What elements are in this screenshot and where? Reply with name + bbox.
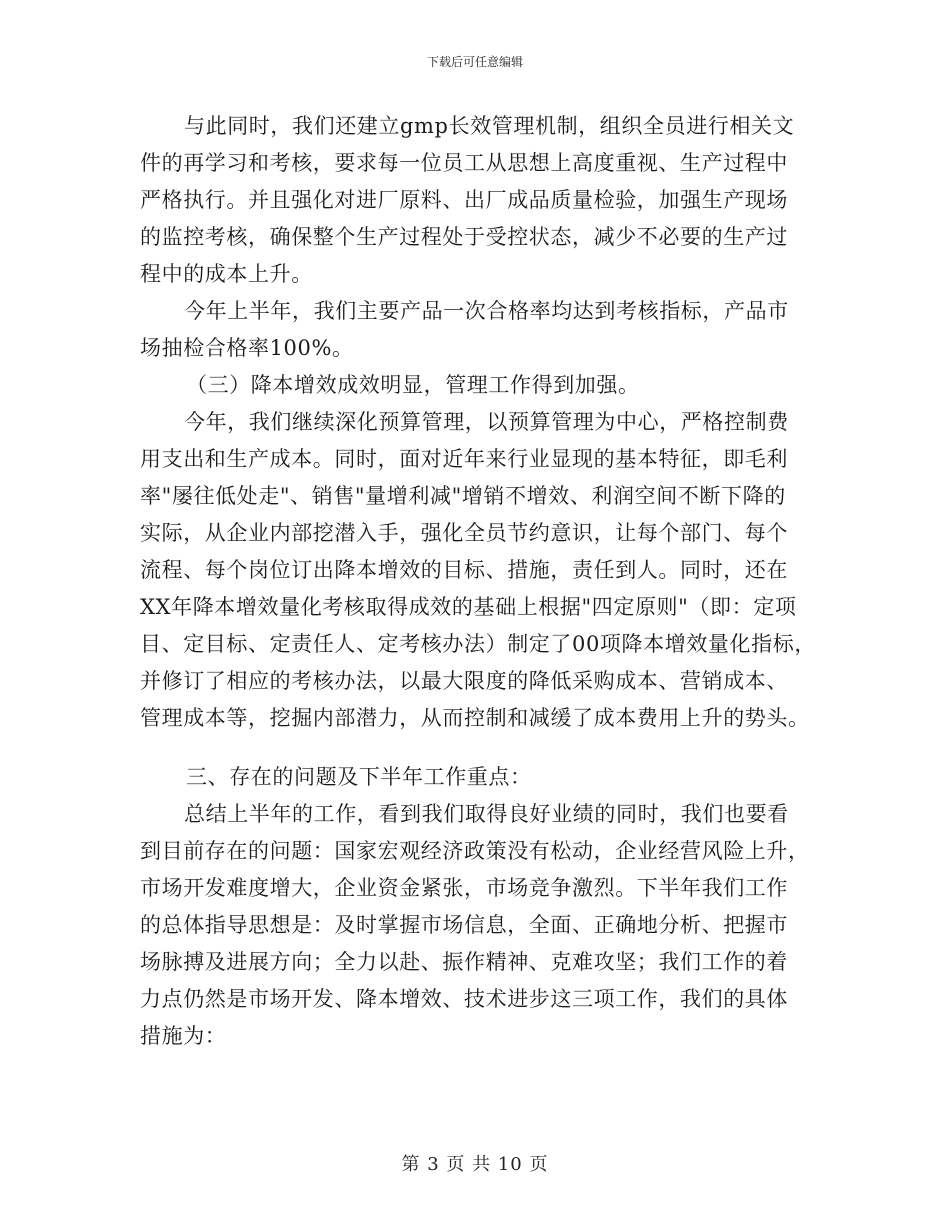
paragraph-gap <box>140 737 812 759</box>
paragraph-line: 目、定目标、定责任人、定考核办法）制定了00项降本增效量化指标， <box>140 632 816 656</box>
paragraph-line: 实际，从企业内部挖潜入手，强化全员节约意识，让每个部门、每个 <box>140 521 788 545</box>
paragraph-line: 今年上半年，我们主要产品一次合格率均达到考核指标，产品市 <box>184 299 789 323</box>
paragraph-line: 并修订了相应的考核办法，以最大限度的降低采购成本、营销成本、 <box>140 669 788 693</box>
paragraph-line: 的监控考核，确保整个生产过程处于受控状态，减少不必要的生产过 <box>140 225 788 249</box>
paragraph-line: 件的再学习和考核，要求每一位员工从思想上高度重视、生产过程中 <box>140 151 788 175</box>
paragraph-line: XX年降本增效量化考核取得成效的基础上根据"四定原则"（即：定项 <box>140 595 797 619</box>
paragraph-line: 流程、每个岗位订出降本增效的目标、措施，责任到人。同时，还在 <box>140 558 788 582</box>
paragraph-line: 与此同时，我们还建立gmp长效管理机制，组织全员进行相关文 <box>184 114 795 138</box>
section-heading: 三、存在的问题及下半年工作重点： <box>186 765 532 789</box>
paragraph-line: 措施为： <box>140 1024 227 1048</box>
section-heading: （三）降本增效成效明显，管理工作得到加强。 <box>186 373 640 397</box>
paragraph-line: 管理成本等，挖掘内部潜力，从而控制和减缓了成本费用上升的势头。 <box>140 706 810 730</box>
paragraph-line: 率"屡往低处走"、销售"量增利减"增销不增效、利润空间不断下降的 <box>140 484 786 508</box>
paragraph-line: 市场开发难度增大，企业资金紧张，市场竞争激烈。下半年我们工作 <box>140 876 788 900</box>
paragraph-line: 程中的成本上升。 <box>140 262 313 286</box>
header-note: 下载后可任意编辑 <box>426 55 523 69</box>
paragraph-line: 用支出和生产成本。同时，面对近年来行业显现的基本特征，即毛利 <box>140 447 788 471</box>
paragraph-line: 总结上半年的工作，看到我们取得良好业绩的同时，我们也要看 <box>184 802 789 826</box>
paragraph-line: 的总体指导思想是：及时掌握市场信息，全面、正确地分析、把握市 <box>140 913 788 937</box>
paragraph-line: 力点仍然是市场开发、降本增效、技术进步这三项工作，我们的具体 <box>140 987 788 1011</box>
page-number: 第 3 页 共 10 页 <box>401 1154 549 1175</box>
paragraph-line: 到目前存在的问题：国家宏观经济政策没有松动，企业经营风险上升， <box>140 839 810 863</box>
paragraph-line: 场脉搏及进展方向；全力以赴、振作精神、克难攻坚；我们工作的着 <box>140 950 788 974</box>
paragraph-line: 严格执行。并且强化对进厂原料、出厂成品质量检验，加强生产现场 <box>140 188 788 212</box>
paragraph-line: 场抽检合格率100%。 <box>140 336 354 360</box>
document-body <box>140 108 816 1055</box>
paragraph-line: 今年，我们继续深化预算管理，以预算管理为中心，严格控制费 <box>184 410 789 434</box>
